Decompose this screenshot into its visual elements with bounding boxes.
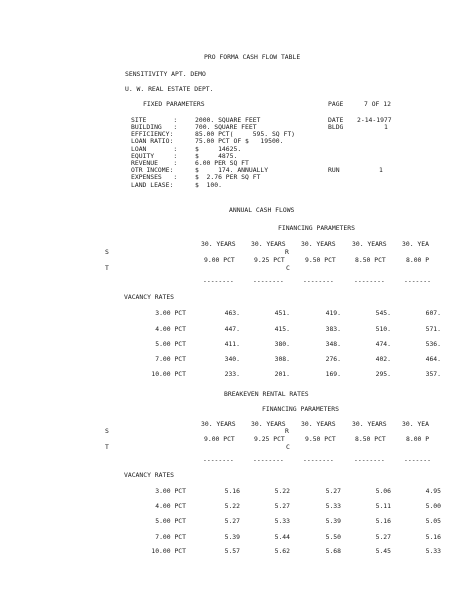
section-title-fixed-parameters: FIXED PARAMETERS bbox=[143, 100, 205, 108]
cell-value: 536. bbox=[425, 340, 441, 348]
column-mark-c: C bbox=[286, 443, 290, 451]
param-label: REVENUE : bbox=[131, 159, 178, 167]
row-label: 5.00 PCT bbox=[155, 340, 186, 348]
param-label: EQUITY : bbox=[131, 152, 178, 160]
column-term: 30. YEARS bbox=[201, 420, 236, 428]
cell-value: 5.27 bbox=[224, 517, 240, 525]
param-value-land-lease: $ 100. bbox=[195, 181, 222, 189]
side-letter-t: T bbox=[105, 264, 109, 272]
column-rule: -------- bbox=[354, 456, 385, 464]
vacancy-rates-heading: VACANCY RATES bbox=[124, 471, 175, 479]
param-value-efficiency: 85.00 PCT( 595. SQ FT) bbox=[195, 130, 296, 138]
column-rule: -------- bbox=[303, 456, 334, 464]
column-rate: 9.00 PCT bbox=[204, 256, 235, 264]
param-label: LOAN : bbox=[131, 145, 178, 153]
column-term: 30. YEARS bbox=[301, 420, 336, 428]
column-rate: 8.50 PCT bbox=[355, 435, 386, 443]
param-value-equity: $ 4875. bbox=[195, 152, 238, 160]
cell-value: 5.06 bbox=[375, 487, 391, 495]
cell-value: 545. bbox=[375, 309, 391, 317]
cell-value: 201. bbox=[274, 370, 290, 378]
row-label: 7.00 PCT bbox=[155, 355, 186, 363]
cell-value: 411. bbox=[224, 340, 240, 348]
cell-value: 510. bbox=[375, 325, 391, 333]
column-term: 30. YEARS bbox=[251, 240, 286, 248]
column-rate: 9.00 PCT bbox=[204, 435, 235, 443]
cell-value: 451. bbox=[274, 309, 290, 317]
param-value-site: 2000. SQUARE FEET bbox=[195, 116, 261, 124]
cell-value: 5.68 bbox=[325, 547, 341, 555]
param-label: LAND LEASE: bbox=[131, 181, 174, 189]
column-rate: 9.50 PCT bbox=[305, 256, 336, 264]
column-term: 30. YEARS bbox=[352, 240, 387, 248]
param-value-building: 700. SQUARE FEET bbox=[195, 123, 257, 131]
cell-value: 5.33 bbox=[274, 517, 290, 525]
report-title: PRO FORMA CASH FLOW TABLE bbox=[204, 53, 301, 61]
cell-value: 308. bbox=[274, 355, 290, 363]
cell-value: 5.16 bbox=[425, 533, 441, 541]
column-rate: 8.50 PCT bbox=[355, 256, 386, 264]
page-number: 7 OF 12 bbox=[364, 100, 391, 108]
cell-value: 464. bbox=[425, 355, 441, 363]
cell-value: 357. bbox=[425, 370, 441, 378]
param-label: EXPENSES : bbox=[131, 173, 178, 181]
cell-value: 5.16 bbox=[224, 487, 240, 495]
cell-value: 5.00 bbox=[425, 502, 441, 510]
company-name: U. W. REAL ESTATE DEPT. bbox=[125, 85, 214, 93]
cell-value: 447. bbox=[224, 325, 240, 333]
row-label: 3.00 PCT bbox=[155, 309, 186, 317]
cell-value: 474. bbox=[375, 340, 391, 348]
column-term: 30. YEARS bbox=[251, 420, 286, 428]
cell-value: 233. bbox=[224, 370, 240, 378]
column-rule: ------- bbox=[404, 456, 431, 464]
row-label: 5.00 PCT bbox=[155, 517, 186, 525]
column-rate: 9.25 PCT bbox=[254, 256, 285, 264]
bldg-value: 1 bbox=[384, 123, 388, 131]
cell-value: 5.39 bbox=[224, 533, 240, 541]
row-label: 10.00 PCT bbox=[151, 370, 186, 378]
column-rule: -------- bbox=[303, 277, 334, 285]
cell-value: 607. bbox=[425, 309, 441, 317]
cell-value: 415. bbox=[274, 325, 290, 333]
cell-value: 5.50 bbox=[325, 533, 341, 541]
page-label: PAGE bbox=[328, 100, 344, 108]
financing-parameters-heading: FINANCING PARAMETERS bbox=[262, 405, 339, 413]
row-label: 3.00 PCT bbox=[155, 487, 186, 495]
column-term: 30. YEA bbox=[402, 240, 429, 248]
cell-value: 5.22 bbox=[274, 487, 290, 495]
column-mark-r: R bbox=[285, 248, 289, 256]
param-label: BUILDING : bbox=[131, 123, 178, 131]
row-label: 4.00 PCT bbox=[155, 325, 186, 333]
bldg-label: BLDG bbox=[328, 123, 344, 131]
financing-parameters-heading: FINANCING PARAMETERS bbox=[278, 224, 355, 232]
column-rate: 8.00 P bbox=[406, 256, 430, 264]
cell-value: 5.05 bbox=[425, 517, 441, 525]
cell-value: 276. bbox=[325, 355, 341, 363]
cell-value: 383. bbox=[325, 325, 341, 333]
cell-value: 295. bbox=[375, 370, 391, 378]
column-rate: 9.25 PCT bbox=[254, 435, 285, 443]
cell-value: 419. bbox=[325, 309, 341, 317]
cell-value: 5.27 bbox=[325, 487, 341, 495]
column-mark-c: C bbox=[286, 264, 290, 272]
row-label: 4.00 PCT bbox=[155, 502, 186, 510]
report-subtitle: SENSITIVITY APT. DEMO bbox=[125, 70, 206, 78]
cell-value: 5.33 bbox=[425, 547, 441, 555]
param-label: SITE : bbox=[131, 116, 178, 124]
vacancy-rates-heading: VACANCY RATES bbox=[124, 293, 175, 301]
param-value-loan: $ 14625. bbox=[195, 145, 242, 153]
column-rule: -------- bbox=[354, 277, 385, 285]
param-value-other-income: $ 174. ANNUALLY bbox=[195, 166, 269, 174]
row-label: 7.00 PCT bbox=[155, 533, 186, 541]
row-label: 10.00 PCT bbox=[151, 547, 186, 555]
cell-value: 5.27 bbox=[375, 533, 391, 541]
cell-value: 169. bbox=[325, 370, 341, 378]
cell-value: 5.33 bbox=[325, 502, 341, 510]
cell-value: 571. bbox=[425, 325, 441, 333]
run-label: RUN bbox=[328, 166, 340, 174]
section-title-breakeven-rental-rates: BREAKEVEN RENTAL RATES bbox=[224, 390, 309, 398]
cell-value: 340. bbox=[224, 355, 240, 363]
side-letter-t: T bbox=[105, 443, 109, 451]
param-value-revenue: 6.00 PER SQ FT bbox=[195, 159, 249, 167]
column-term: 30. YEARS bbox=[201, 240, 236, 248]
cell-value: 5.44 bbox=[274, 533, 290, 541]
column-rate: 8.00 P bbox=[406, 435, 430, 443]
cell-value: 402. bbox=[375, 355, 391, 363]
cell-value: 5.62 bbox=[274, 547, 290, 555]
column-rule: -------- bbox=[253, 456, 284, 464]
cell-value: 5.27 bbox=[274, 502, 290, 510]
cell-value: 380. bbox=[274, 340, 290, 348]
param-label: LOAN RATIO: bbox=[131, 137, 174, 145]
cell-value: 463. bbox=[224, 309, 240, 317]
column-rule: -------- bbox=[203, 277, 234, 285]
param-value-loan-ratio: 75.00 PCT OF $ 19500. bbox=[195, 137, 284, 145]
cell-value: 5.57 bbox=[224, 547, 240, 555]
cell-value: 5.16 bbox=[375, 517, 391, 525]
run-value: 1 bbox=[379, 166, 383, 174]
param-label: EFFICIENCY: bbox=[131, 130, 174, 138]
param-label: OTR INCOME: bbox=[131, 166, 174, 174]
column-term: 30. YEARS bbox=[352, 420, 387, 428]
cell-value: 5.39 bbox=[325, 517, 341, 525]
column-rule: -------- bbox=[253, 277, 284, 285]
cell-value: 5.11 bbox=[375, 502, 391, 510]
date-value: 2-14-1977 bbox=[357, 116, 392, 124]
side-letter-s: S bbox=[105, 248, 109, 256]
column-rate: 9.50 PCT bbox=[305, 435, 336, 443]
section-title-annual-cash-flows: ANNUAL CASH FLOWS bbox=[229, 206, 295, 214]
column-mark-r: R bbox=[285, 427, 289, 435]
column-term: 30. YEA bbox=[402, 420, 429, 428]
side-letter-s: S bbox=[105, 427, 109, 435]
date-label: DATE bbox=[328, 116, 344, 124]
column-term: 30. YEARS bbox=[301, 240, 336, 248]
param-value-expenses: $ 2.76 PER SQ FT bbox=[195, 173, 261, 181]
cell-value: 5.22 bbox=[224, 502, 240, 510]
cell-value: 4.95 bbox=[425, 487, 441, 495]
cell-value: 348. bbox=[325, 340, 341, 348]
column-rule: -------- bbox=[203, 456, 234, 464]
column-rule: ------- bbox=[404, 277, 431, 285]
cell-value: 5.45 bbox=[375, 547, 391, 555]
